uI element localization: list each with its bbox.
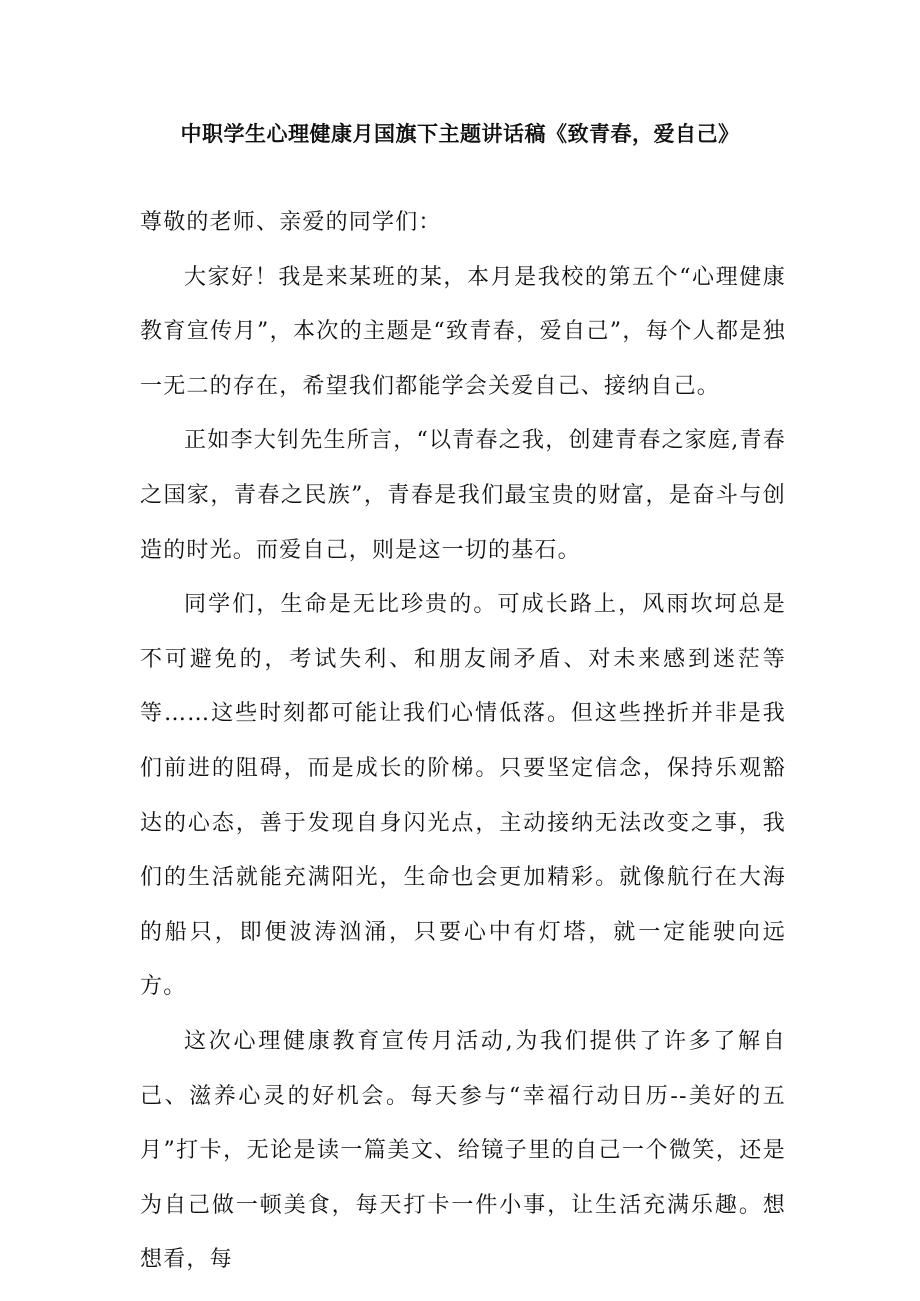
paragraph-activity: 这次心理健康教育宣传月活动,为我们提供了许多了解自己、滋养心灵的好机会。每天参与“幸福行动日历--美好的五月”打卡，无论是读一篇美文、给镜子里的自己一个微笑，还是为自己做一顿美食，每天打卡一件小事，让生活充满乐趣。想想看，每 (140, 1028, 786, 1273)
paragraph-greeting: 大家好！我是来某班的某，本月是我校的第五个“心理健康教育宣传月”，本次的主题是“致青春，爱自己”，每个人都是独一无二的存在，希望我们都能学会关爱自己、接纳自己。 (140, 264, 786, 399)
paragraph-quote: 正如李大钊先生所言，“以青春之我，创建青春之家庭,青春之国家，青春之民族”，青春是我们最宝贵的财富，是奋斗与创造的时光。而爱自己，则是这一切的基石。 (140, 428, 786, 563)
document-title: 中职学生心理健康月国旗下主题讲话稿《致青春，爱自己》 (180, 122, 740, 146)
salutation: 尊敬的老师、亲爱的同学们： (140, 210, 442, 235)
document-body (140, 196, 786, 1288)
paragraph-life: 同学们，生命是无比珍贵的。可成长路上，风雨坎坷总是不可避免的，考试失利、和朋友闹矛盾、对未来感到迷茫等等……这些时刻都可能让我们心情低落。但这些挫折并非是我们前进的阻碍，而是成长的阶梯。只要坚定信念，保持乐观豁达的心态，善于发现自身闪光点，主动接纳无法改变之事，我们的生活就能充满阳光，生命也会更加精彩。就像航行在大海的船只，即便波涛汹涌，只要心中有灯塔，就一定能驶向远方。 (140, 592, 786, 1000)
